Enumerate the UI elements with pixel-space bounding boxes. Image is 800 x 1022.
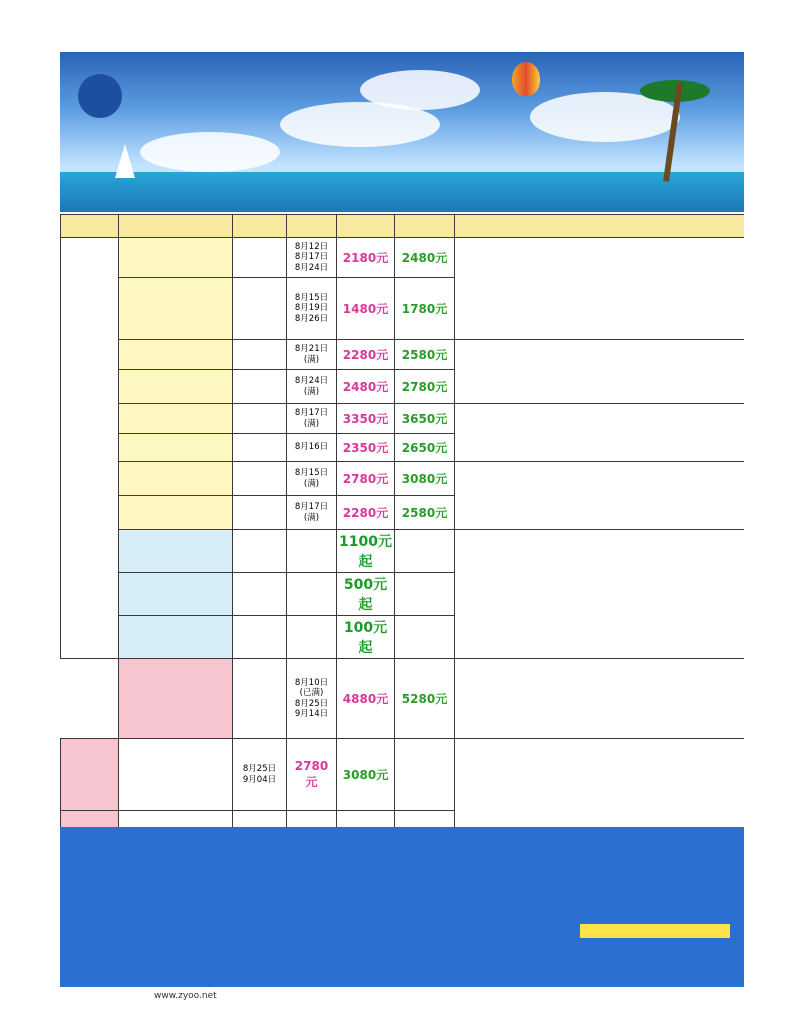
col-flight [233,215,287,238]
notes-cell [455,340,745,404]
departure-dates: 8月24日 (满) [287,370,337,404]
footer-site: www.zyoo.net [154,991,217,1001]
product-name [119,530,233,573]
departure-dates: 8月21日 (满) [287,340,337,370]
table-row [61,530,745,573]
price-inquiry [395,573,455,616]
col-route [61,215,119,238]
region-hk-macau [61,238,119,659]
departure [233,278,287,340]
col-net [337,215,395,238]
product-name [119,278,233,340]
retail-price: 2650元 [395,434,455,462]
departure [233,616,287,659]
retail-price: 2580元 [395,340,455,370]
product-name [119,496,233,530]
notes-cell [455,404,745,462]
retail-price: 2580元 [395,496,455,530]
notes-cell [395,739,455,811]
notes-cell [455,462,745,530]
departure-dates: 8月12日 8月17日 8月24日 [287,238,337,278]
hot-air-balloon-icon [512,62,540,96]
departure [233,573,287,616]
table-row [61,340,745,370]
retail-price: 5280元 [395,659,455,739]
net-price: 2280元 [337,496,395,530]
brand-logo [78,74,228,134]
net-price: 1480元 [337,278,395,340]
net-price: 2780元 [287,739,337,811]
notes-cell [455,530,745,659]
departure [233,462,287,496]
flyer-page [60,52,744,987]
retail-price: 3080元 [395,462,455,496]
starting-price: 500元起 [337,573,395,616]
product-name [119,659,233,739]
price-inquiry [395,530,455,573]
departure [119,739,233,811]
daily-departure [287,616,337,659]
net-price: 3350元 [337,404,395,434]
retail-price: 2480元 [395,238,455,278]
table-header-row [61,215,745,238]
table-row [61,462,745,496]
retail-price: 3080元 [337,739,395,811]
sun-logo-icon [78,74,122,118]
sailboat-icon [115,144,135,178]
departure-dates: 8月15日 (满) [287,462,337,496]
departure-dates: 8月10日 (已满) 8月25日 9月14日 [287,659,337,739]
table-row [61,404,745,434]
departure [233,530,287,573]
retail-price: 1780元 [395,278,455,340]
net-price: 2280元 [337,340,395,370]
starting-price: 1100元起 [337,530,395,573]
net-price: 2480元 [337,370,395,404]
departure-dates: 8月25日 9月04日 [233,739,287,811]
product-name [119,404,233,434]
departure [233,496,287,530]
daily-departure [287,530,337,573]
retail-price: 3650元 [395,404,455,434]
cloud [140,132,280,172]
col-notes [455,215,745,238]
product-name [119,573,233,616]
product-name [119,434,233,462]
page-footer [60,989,744,1005]
departure [233,659,287,739]
notes-cell [455,659,745,739]
col-product [119,215,233,238]
net-price: 2180元 [337,238,395,278]
starting-price: 100元起 [337,616,395,659]
product-name [119,462,233,496]
departure [233,370,287,404]
departure-dates: 8月17日 (满) [287,404,337,434]
net-price: 4880元 [337,659,395,739]
product-name [61,739,119,811]
price-inquiry [395,616,455,659]
departure-dates: 8月16日 [287,434,337,462]
net-price: 2780元 [337,462,395,496]
thanks-banner [580,924,730,938]
departure [233,238,287,278]
table-row [61,739,745,811]
col-retail [395,215,455,238]
net-price: 2350元 [337,434,395,462]
retail-price: 2780元 [395,370,455,404]
branch-info [60,900,744,987]
product-name [119,340,233,370]
departure-dates: 8月15日 8月19日 8月26日 [287,278,337,340]
table-row [61,659,745,739]
product-name [119,370,233,404]
col-date [287,215,337,238]
product-name [119,616,233,659]
departure [233,434,287,462]
table-row [61,238,745,278]
departure-dates: 8月17日 (满) [287,496,337,530]
departure [233,404,287,434]
headline [60,176,744,206]
tour-table [60,214,744,873]
departure [233,340,287,370]
cloud [280,102,440,147]
daily-departure [287,573,337,616]
notes-cell [455,238,745,340]
product-name [119,238,233,278]
